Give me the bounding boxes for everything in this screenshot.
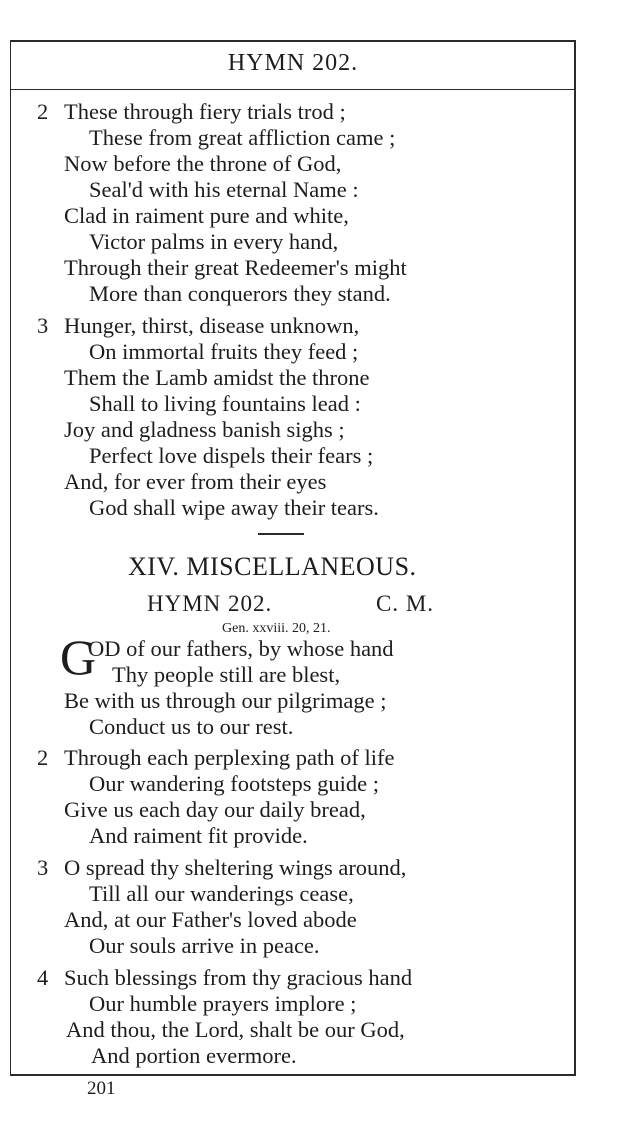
verse-line: And raiment fit provide. <box>89 823 308 848</box>
verse-line: Conduct us to our rest. <box>89 714 294 739</box>
verse-line: Hunger, thirst, disease unknown, <box>64 313 360 338</box>
header-rule <box>10 89 576 90</box>
verse-line: And, at our Father's loved abode <box>64 907 357 932</box>
verse-line: Perfect love dispels their fears ; <box>89 443 374 468</box>
running-head: HYMN 202. <box>227 50 359 76</box>
verse-line: And, for ever from their eyes <box>64 469 327 494</box>
verse-line: Till all our wanderings cease, <box>89 881 354 906</box>
bottom-rule <box>10 1074 576 1076</box>
verse-line: Be with us through our pilgrimage ; <box>64 688 387 713</box>
stanza-number: 2 <box>37 99 49 124</box>
verse-line: These through fiery trials trod ; <box>64 99 346 124</box>
verse-line: O spread thy sheltering wings around, <box>64 855 407 880</box>
verse-line: Clad in raiment pure and white, <box>64 203 349 228</box>
section-divider <box>258 533 304 535</box>
stanza-number: 3 <box>37 313 49 338</box>
hymn-meter: C. M. <box>376 591 435 616</box>
verse-line: God shall wipe away their tears. <box>89 495 379 520</box>
verse-line: More than conquerors they stand. <box>89 281 391 306</box>
verse-line: These from great affliction came ; <box>89 125 396 150</box>
verse-line: Thy people still are blest, <box>112 662 341 687</box>
right-rule <box>574 40 576 1074</box>
verse-line: On immortal fruits they feed ; <box>89 339 359 364</box>
stanza-number: 4 <box>37 965 49 990</box>
verse-line: Our wandering footsteps guide ; <box>89 771 379 796</box>
verse-line: Now before the throne of God, <box>64 151 342 176</box>
verse-line: Such blessings from thy gracious hand <box>64 965 413 990</box>
stanza-number: 3 <box>37 855 49 880</box>
verse-line: And portion evermore. <box>91 1043 297 1068</box>
drop-cap: G <box>60 629 97 685</box>
verse-line: Give us each day our daily bread, <box>64 797 366 822</box>
page-number: 201 <box>87 1078 116 1099</box>
scripture-reference: Gen. xxviii. 20, 21. <box>222 621 331 636</box>
verse-line: Our humble prayers implore ; <box>89 991 357 1016</box>
verse-line: Them the Lamb amidst the throne <box>64 365 370 390</box>
top-rule <box>10 40 576 42</box>
verse-line: Our souls arrive in peace. <box>89 933 320 958</box>
section-title: XIV. MISCELLANEOUS. <box>128 552 417 581</box>
verse-line: OD of our fathers, by whose hand <box>88 636 394 661</box>
verse-line: Shall to living fountains lead : <box>89 391 361 416</box>
hymn-title: HYMN 202. <box>147 591 273 616</box>
verse-line: Victor palms in every hand, <box>89 229 339 254</box>
stanza-number: 2 <box>37 745 49 770</box>
verse-line: Through each perplexing path of life <box>64 745 395 770</box>
verse-line: Through their great Redeemer's might <box>64 255 407 280</box>
verse-line: Joy and gladness banish sighs ; <box>64 417 345 442</box>
verse-line: And thou, the Lord, shalt be our God, <box>66 1017 405 1042</box>
left-rule <box>10 40 11 1074</box>
verse-line: Seal'd with his eternal Name : <box>89 177 359 202</box>
